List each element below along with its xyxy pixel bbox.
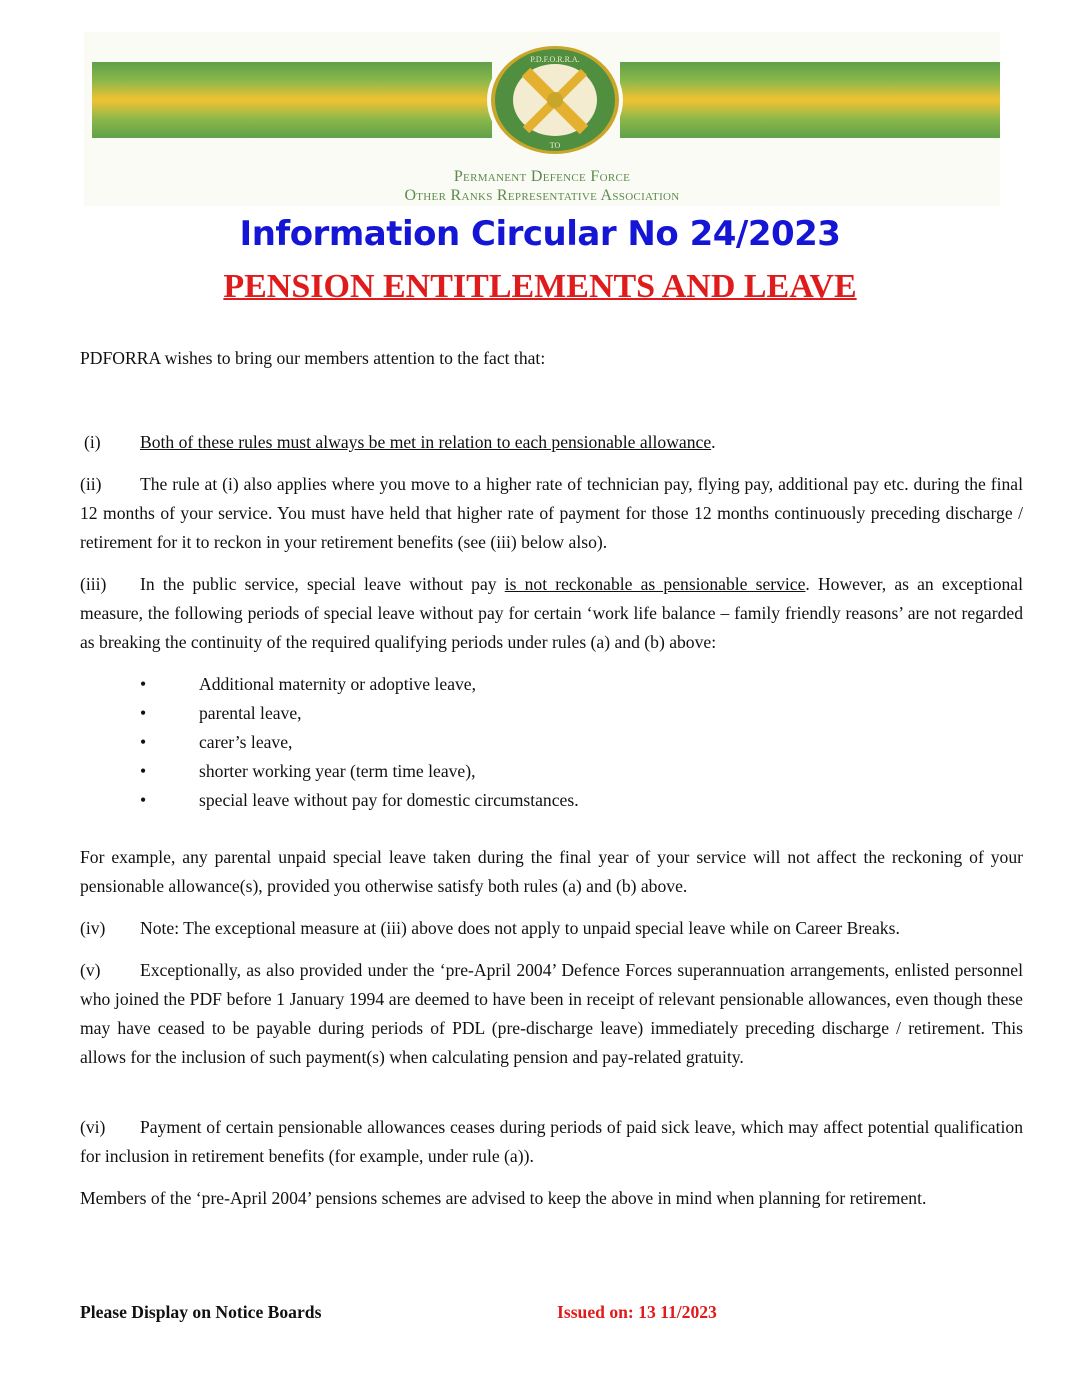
svg-text:P.D.F.O.R.R.A.: P.D.F.O.R.R.A. (530, 55, 580, 64)
item-label: (ii) (80, 474, 102, 494)
item-text-cont: . However, as an exceptional measure, the following periods of special leave without pay for certain ‘work life balance – family friendly reasons’ are not regarded as breaking the continuity of the required qualifying periods under rules (a) and (b) above: (80, 574, 1023, 652)
circular-heading: PENSION ENTITLEMENTS AND LEAVE (223, 268, 857, 305)
item-label: (v) (80, 960, 101, 980)
list-item: • parental leave, (140, 703, 302, 723)
circular-title: Information Circular No 24/2023 (239, 214, 841, 254)
intro-paragraph: PDFORRA wishes to bring our members attention to the fact that: (80, 348, 546, 368)
item-text: . (711, 432, 716, 452)
item-iii (80, 570, 1023, 657)
item-i (84, 428, 1027, 457)
item-label: (vi) (80, 1117, 106, 1137)
list-item: • shorter working year (term time leave), (140, 761, 476, 781)
pdforra-seal-logo (486, 42, 624, 158)
banner-stripe-right (620, 62, 1000, 138)
item-label: (i) (84, 432, 101, 452)
item-ii (80, 470, 1023, 557)
list-item: • carer’s leave, (140, 732, 293, 752)
display-notice: Please Display on Notice Boards (80, 1302, 322, 1322)
item-vi (80, 1113, 1023, 1171)
bullet-list (140, 670, 579, 815)
members-paragraph: Members of the ‘pre-April 2004’ pensions schemes are advised to keep the above in mind when planning for retirement. (80, 1188, 927, 1208)
item-v (80, 956, 1023, 1072)
item-iv (80, 914, 1023, 943)
item-label: (iv) (80, 918, 106, 938)
item-text: The rule at (i) also applies where you move to a higher rate of technician pay, flying pay, additional pay etc. during the final 12 months of your service. You must have held that higher rate of payment for those 12 months continuously preceding discharge / retirement for it to reckon in your retirement benefits (see (iii) below also). (80, 474, 1023, 552)
list-item: • special leave without pay for domestic circumstances. (140, 790, 579, 810)
banner-stripe-left (92, 62, 492, 138)
issued-date: Issued on: 13 11/2023 (557, 1302, 717, 1322)
item-text: Exceptionally, as also provided under the ‘pre-April 2004’ Defence Forces superannuation arrangements, enlisted personnel who joined the PDF before 1 January 1994 are deemed to have been in receipt of relevant pensionable allowances, even though these may have ceased to be payable during periods of PDL (pre-discharge leave) immediately preceding discharge / retirement. This allows for the inclusion of such payment(s) when calculating pension and pay-related gratuity. (80, 960, 1023, 1067)
association-name-line1: Permanent Defence Force (453, 168, 631, 185)
association-name-line2: Other Ranks Representative Association (404, 187, 680, 204)
item-text: Note: The exceptional measure at (iii) above does not apply to unpaid special leave while on Career Breaks. (140, 918, 900, 938)
example-paragraph: For example, any parental unpaid special leave taken during the final year of your service will not affect the reckoning of your pensionable allowance(s), provided you otherwise satisfy both rules (a) and (b) above. (80, 847, 1023, 896)
letterhead-banner (84, 32, 1000, 206)
svg-text:TO: TO (549, 141, 561, 150)
item-text-underlined: Both of these rules must always be met in relation to each pensionable allowance (140, 432, 712, 452)
item-label: (iii) (80, 574, 107, 594)
item-text-underlined: is not reckonable as pensionable service (504, 574, 806, 594)
list-item: • Additional maternity or adoptive leave, (140, 674, 477, 694)
item-text: Payment of certain pensionable allowances ceases during periods of paid sick leave, which may affect potential qualification for inclusion in retirement benefits (for example, under rule (a)). (80, 1117, 1023, 1166)
item-text: In the public service, special leave without pay (140, 574, 505, 594)
